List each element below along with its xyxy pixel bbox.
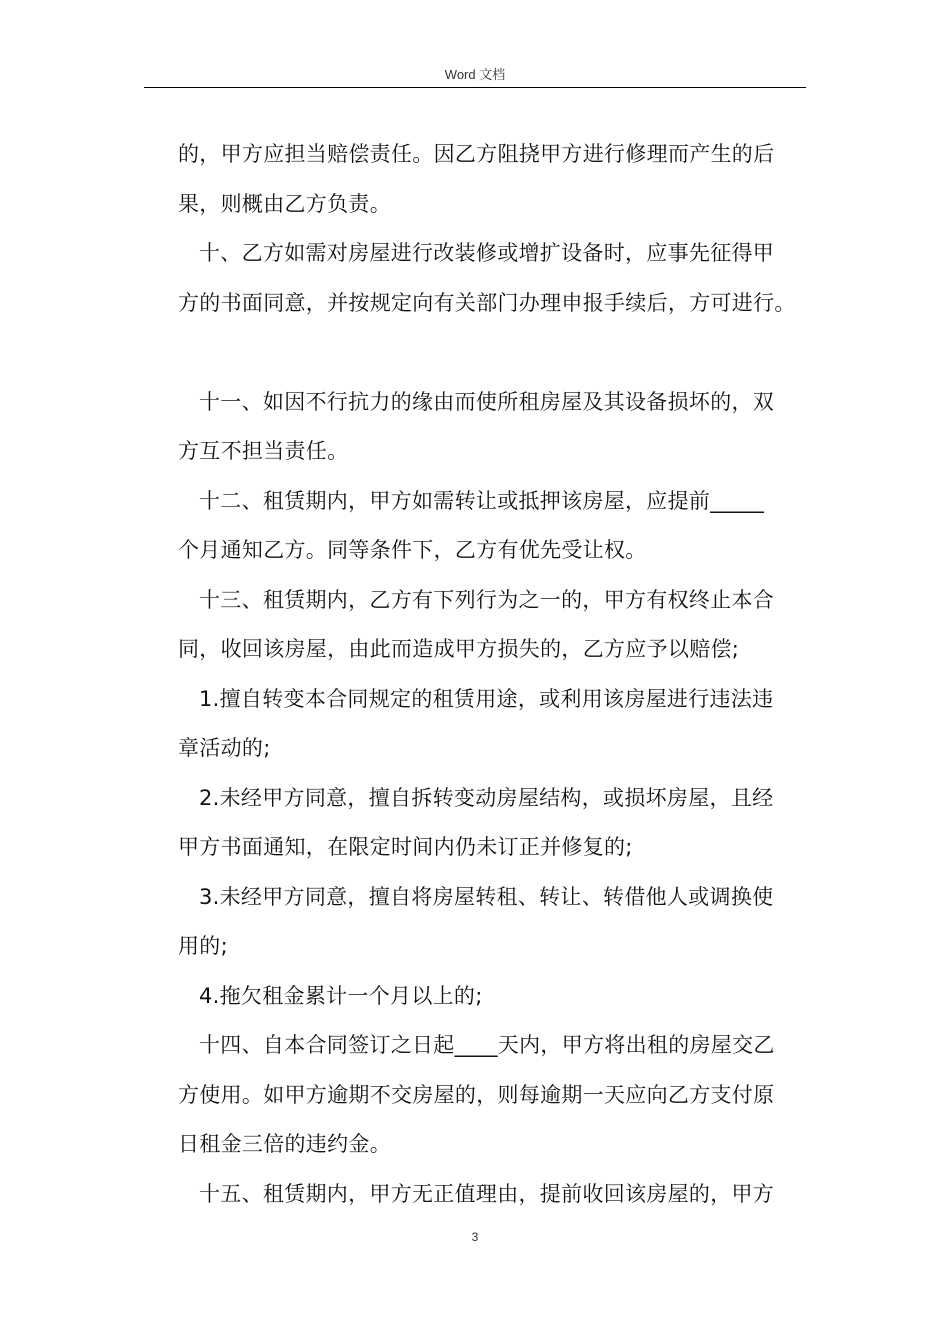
clause-14-line: 十四、自本合同签订之日起____天内，甲方将出租的房屋交乙	[199, 1033, 775, 1057]
clause-12-line: 十二、租赁期内，甲方如需转让或抵押该房屋，应提前_____	[199, 488, 765, 513]
blank-line	[178, 328, 818, 378]
clause-15-line: 十五、租赁期内，甲方无正值理由，提前收回该房屋的，甲方	[199, 1181, 775, 1206]
text-line: 方使用。如甲方逾期不交房屋的，则每逾期一天应向乙方支付原	[178, 1082, 775, 1107]
clause-13-line: 十三、租赁期内，乙方有下列行为之一的，甲方有权终止本合	[199, 587, 775, 612]
text-line: 果，则概由乙方负责。	[178, 191, 391, 216]
item-1-line: 1.擅自转变本合同规定的租赁用途，或利用该房屋进行违法违	[199, 686, 774, 711]
text-line: 方互不担当责任。	[178, 439, 349, 463]
item-3-line: 3.未经甲方同意，擅自将房屋转租、转让、转借他人或调换使	[199, 884, 774, 909]
item-2-line: 2.未经甲方同意，擅自拆转变动房屋结构，或损坏房屋，且经	[199, 785, 774, 810]
text-line: 同，收回该房屋，由此而造成甲方损失的，乙方应予以赔偿;	[178, 637, 740, 661]
text-line: 日租金三倍的违约金。	[178, 1132, 391, 1156]
header-rule	[144, 87, 806, 88]
clause-10-line: 十、乙方如需对房屋进行改装修或增扩设备时，应事先征得甲	[199, 241, 775, 265]
text-line: 的，甲方应担当赔偿责任。因乙方阻挠甲方进行修理而产生的后	[178, 142, 775, 166]
item-4-line: 4.拖欠租金累计一个月以上的;	[199, 983, 483, 1008]
text-line: 用的;	[178, 934, 228, 958]
text-line: 方的书面同意，并按规定向有关部门办理申报手续后，方可进行。	[178, 290, 796, 315]
clause-11-line: 十一、如因不行抗力的缘由而使所租房屋及其设备损坏的，双	[199, 389, 775, 414]
text-line: 个月通知乙方。同等条件下，乙方有优先受让权。	[178, 538, 647, 562]
text-line: 甲方书面通知，在限定时间内仍未订正并修复的;	[178, 835, 633, 859]
document-body	[178, 130, 818, 1219]
page-header: Word 文档	[444, 67, 506, 82]
text-line: 章活动的;	[178, 736, 271, 760]
page-number: 3	[471, 1230, 479, 1244]
